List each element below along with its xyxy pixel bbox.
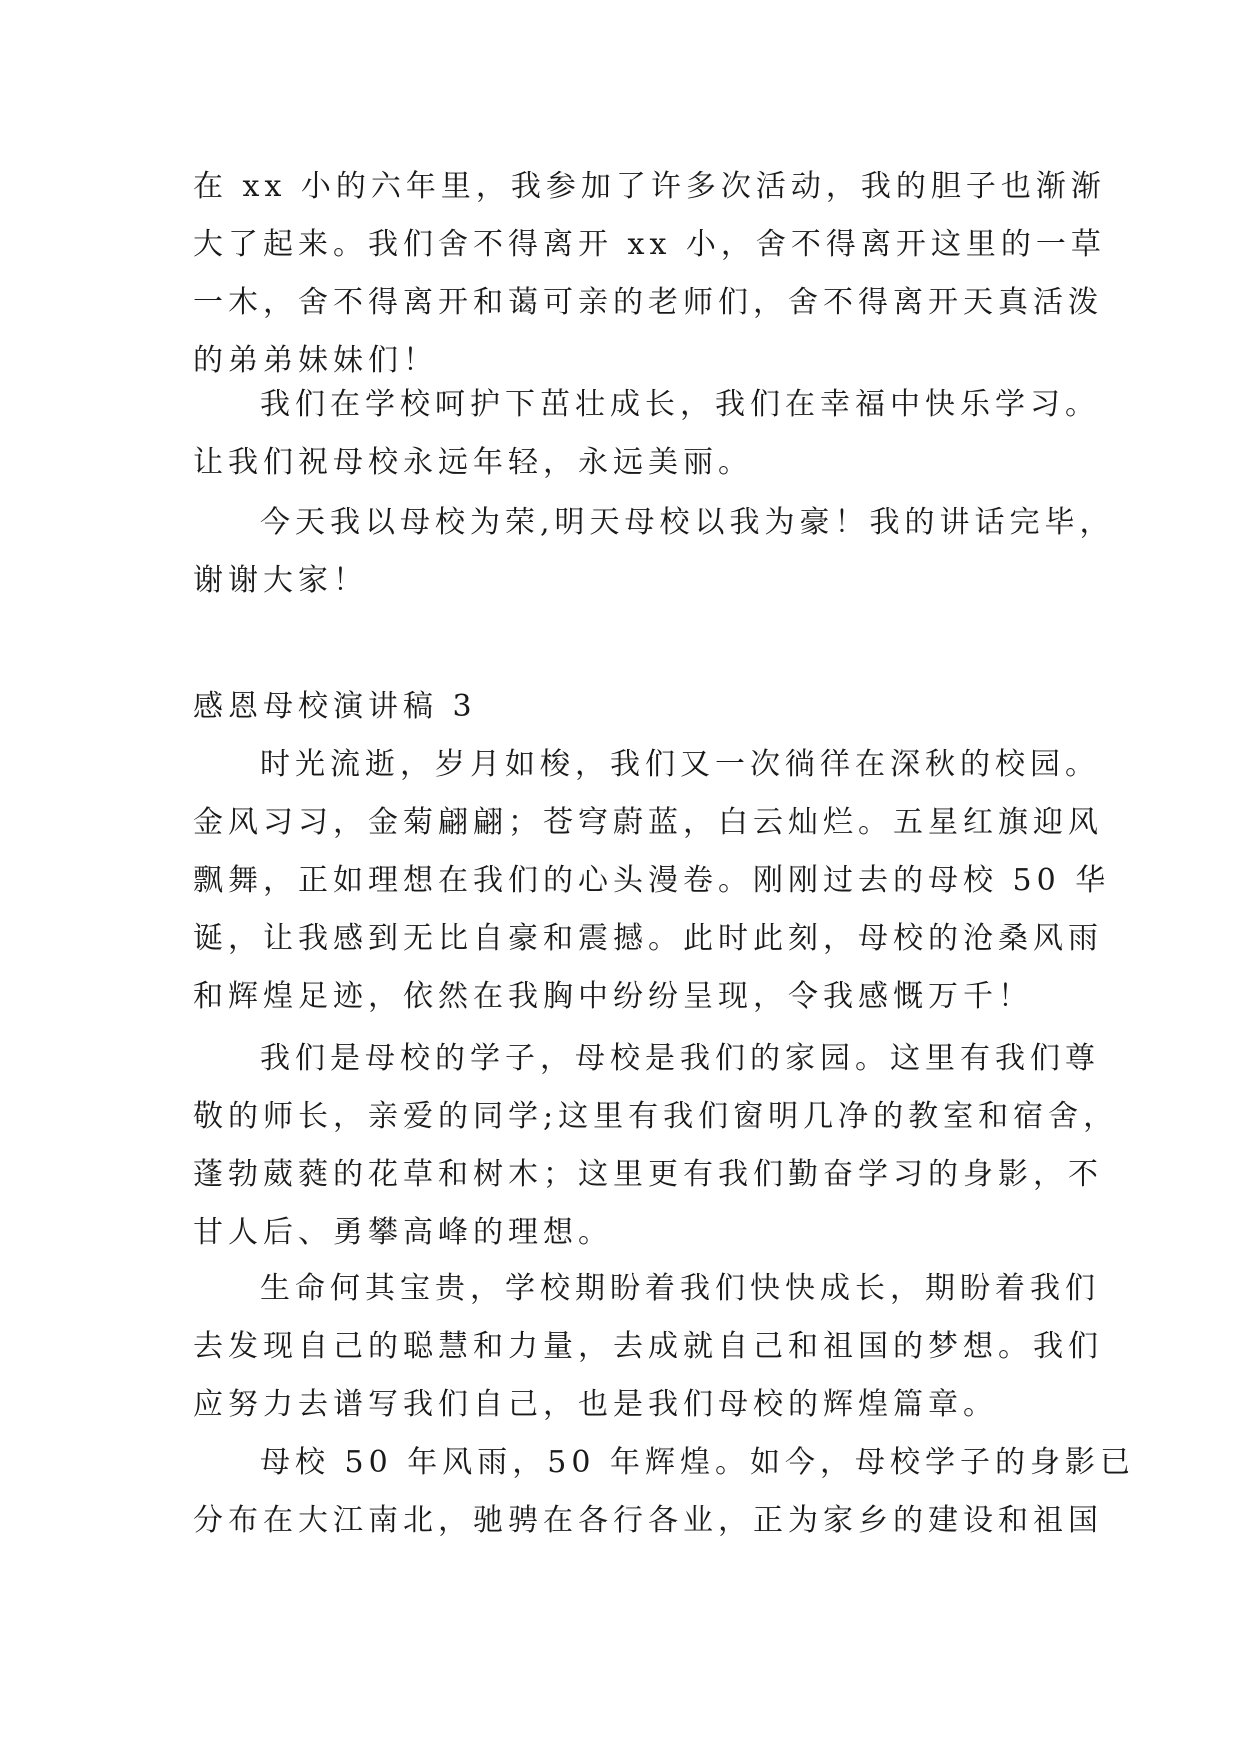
paragraph (193, 376, 1100, 492)
paragraph-line: 时光流逝，岁月如梭，我们又一次徜徉在深秋的校园。 (260, 747, 1100, 782)
paragraph (193, 1030, 1119, 1262)
paragraph-line: 应努力去谱写我们自己，也是我们母校的辉煌篇章。 (193, 1387, 998, 1422)
paragraph-line: 去发现自己的聪慧和力量，去成就自己和祖国的梦想。我们 (193, 1329, 1103, 1364)
paragraph-line: 我们是母校的学子，母校是我们的家园。这里有我们尊 (260, 1041, 1100, 1076)
paragraph (193, 1260, 1103, 1434)
paragraph-line: 和辉煌足迹，依然在我胸中纷纷呈现，令我感慨万千！ (193, 979, 1033, 1014)
paragraph (193, 736, 1111, 1026)
paragraph-line: 大了起来。我们舍不得离开 xx 小，舍不得离开这里的一草 (193, 227, 1106, 262)
paragraph-line: 蓬勃葳蕤的花草和树木；这里更有我们勤奋学习的身影，不 (193, 1157, 1103, 1192)
section-title-block (193, 678, 1063, 736)
paragraph-line: 敬的师长，亲爱的同学;这里有我们窗明几净的教室和宿舍， (193, 1099, 1119, 1134)
paragraph-line: 今天我以母校为荣,明天母校以我为豪！我的讲话完毕， (260, 505, 1115, 540)
paragraph (193, 1434, 1135, 1550)
paragraph-line: 分布在大江南北，驰骋在各行各业，正为家乡的建设和祖国 (193, 1503, 1103, 1538)
paragraph-line: 的弟弟妹妹们！ (193, 343, 438, 378)
paragraph-line: 一木，舍不得离开和蔼可亲的老师们，舍不得离开天真活泼 (193, 285, 1103, 320)
paragraph-line: 让我们祝母校永远年轻，永远美丽。 (193, 445, 753, 480)
paragraph-line: 谢谢大家！ (193, 563, 368, 598)
paragraph-line: 甘人后、勇攀高峰的理想。 (193, 1215, 613, 1250)
paragraph-line: 我们在学校呵护下茁壮成长，我们在幸福中快乐学习。 (260, 387, 1100, 422)
paragraph (193, 158, 1106, 390)
paragraph-line: 母校 50 年风雨，50 年辉煌。如今，母校学子的身影已 (260, 1445, 1135, 1480)
paragraph-line: 生命何其宝贵，学校期盼着我们快快成长，期盼着我们 (260, 1271, 1100, 1306)
paragraph (193, 494, 1115, 610)
paragraph-line: 在 xx 小的六年里，我参加了许多次活动，我的胆子也渐渐 (193, 169, 1106, 204)
paragraph-line: 飘舞，正如理想在我们的心头漫卷。刚刚过去的母校 50 华 (193, 863, 1111, 898)
section-title: 感恩母校演讲稿 3 (193, 689, 477, 724)
paragraph-line: 诞，让我感到无比自豪和震撼。此时此刻，母校的沧桑风雨 (193, 921, 1103, 956)
paragraph-line: 金风习习，金菊翩翩；苍穹蔚蓝，白云灿烂。五星红旗迎风 (193, 805, 1103, 840)
